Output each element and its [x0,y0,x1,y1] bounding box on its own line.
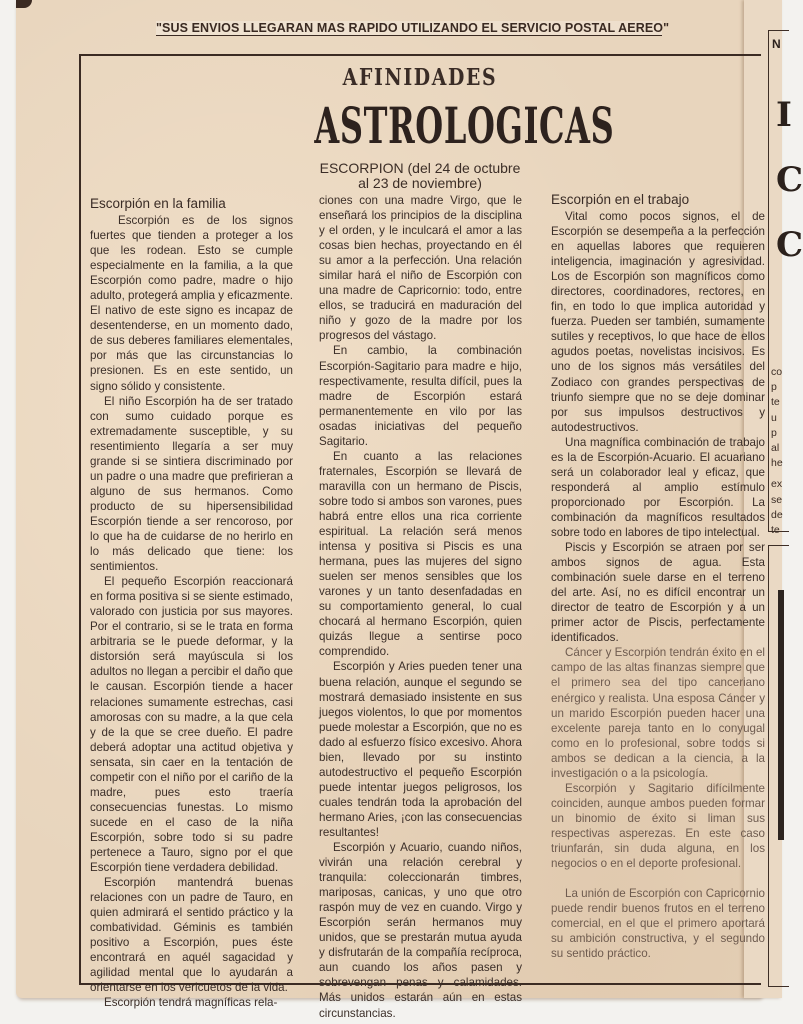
paragraph: En cambio, la combinación Escorpión-Sagitario para madre e hijo, respectivamente, resulta difícil, pues la madre de Escorpión estará permanentemente en vilo por las osadas iniciativas del pequeño Sagitario. [319,344,522,448]
next-page-title-glyph: I [776,95,792,135]
postal-banner: "SUS ENVIOS LLEGARAN MAS RAPIDO UTILIZANDO EL SERVICIO POSTAL AEREO" [156,21,670,35]
paragraph: Vital como pocos signos, el de Escorpión se desempeña a la perfección en aquellas labores que requieren inteligencia, imaginación y agresividad. Los de Escorpión son magníficos como directores, coordinadores, rectores, en fin, en todo lo que implica autoridad y fuerza. Pueden ser también, sumamente sutiles y receptivos, lo que hace de ellos agudos poetas, novelistas incisivos. Es uno de los signos más versátiles del Zodiaco con grandes perspectivas de triunfo siempre que no se deje dominar por sus impulsos destructivos y autodestructivos. [551,210,765,434]
next-page-header-letter: N [772,37,781,51]
paragraph: Escorpión y Aries pueden tener una buena relación, aunque el segundo se mostrará demasiado insistente en sus juegos violentos, lo que por momentos puede molestar a Escorpión, que no es dado al esfuerzo físico excesivo. Ahora bien, llevado por su instinto autodestructivo el pequeño Escorpión puede intentar juegos peligrosos, los cuales tendrán toda la aprobación del hermano Aries, ¡con las consecuencias resultantes! [319,660,522,839]
subtitle-line: ESCORPION (del 24 de octubre [319,160,521,176]
paragraph: El pequeño Escorpión reaccionará en forma positiva si se siente estimado, valorado con justicia por sus mayores. Por el contrario, si se le trata en forma arbitraria se le puede deformar, y la distorsión será mayúscula si los adultos no llegan a percibir el daño que le causan. Escorpión tiende a hacer relaciones sumamente estrechas, casi amorosas con su madre, a la que cela y de la que se cree dueño. El padre deberá adoptar una actitud objetiva y sensata, sin caer en la tentación de competir con el niño por el cariño de la madre, pues esto traería consecuencias funestas. Lo mismo sucede en el caso de la niña Escorpión, sobre todo si su padre pertenece a Tauro, signo por el que Escorpión tiene verdadera debilidad. [90,575,293,875]
paragraph: Cáncer y Escorpión tendrán éxito en el campo de las altas finanzas siempre que el primero sea del tipo canceriano enérgico y realista. Una esposa Cáncer y un marido Escorpión pueden hacer una excelente pareja tanto en lo conyugal como en lo profesional, sobre todos si ambos se dedican a la ciencia, a la investigación o a la psicología. [551,646,765,780]
paragraph: Una magnífica combinación de trabajo es la de Escorpión-Acuario. El acuariano será un colaborador leal y eficaz, que responderá al amplio estímulo proporcionado por Escorpión. La combinación da magníficos resultados sobre todo en labores de tipo intelectual. [551,435,765,539]
paragraph: ciones con una madre Virgo, que le enseñará los principios de la disciplina y el orden, y le inculcará el amor a las cosas bien hechas, proyectando en él su amor a la perfección. Una relación similar hará el niño de Escorpión con una madre de Capricornio: todo, entre ellos, se traducirá en maduración del niño y gozo de la madre por los progresos del vástago. [319,194,522,343]
section-heading-trabajo: Escorpión en el trabajo [551,192,690,207]
paragraph: Escorpión tendrá magníficas rela- [104,996,278,1010]
next-page-photo [778,590,784,840]
next-page-text-fragments: co p te u p al he ex se de te [771,366,783,537]
paragraph: La unión de Escorpión con Capricornio puede rendir buenos frutos en el terreno comercial, en el que el primero aportará su ambición constructiva, y el segundo su sentido práctico. [551,887,765,961]
article-kicker: AFINIDADES [342,64,498,91]
paragraph: Escorpión mantendrá buenas relaciones con un padre de Tauro, en quien admirará el sentido práctico y la combatividad. Géminis es también positivo a Escorpión, pues éste encontrará en aquél sagacidad y agilidad mental que lo ayudarán a orientarse en los vericuetos de la vida. [90,876,293,995]
article-subtitle [305,161,535,191]
next-page-title-glyph: C [776,225,803,265]
paragraph: Escorpión y Sagitario difícilmente coinciden, aunque ambos pueden formar un binomio de éxito si liman sus respectivas asperezas. En este caso triunfarán, sin duda alguna, en los negocios o en el deporte profesional. [551,781,765,871]
paragraph: Piscis y Escorpión se atraen por ser ambos signos de agua. Esta combinación suele darse en el terreno del arte. Así, no es difícil encontrar un director de teatro de Escorpión y a un primer actor de Piscis, perfectamente identificados. [551,541,765,645]
next-page-title-glyph: C [776,160,803,200]
column-1 [90,196,293,1010]
paragraph: En cuanto a las relaciones fraternales, Escorpión se llevará de maravilla con un hermano de Piscis, sobre todo si ambos son varones, pues habrá entre ellos una rica corriente espiritual. La relación será menos intensa y positiva si Piscis es una hermana, pues las mujeres del signo suelen ser menos sensibles que los varones y un tanto desenfadadas en su comportamiento general, lo cual chocará al hermano Escorpión, quien quizás llegue a sentirse poco comprendido. [319,449,522,659]
section-heading-familia: Escorpión en la familia [90,196,226,211]
column-2 [319,193,522,1021]
paragraph: Escorpión y Acuario, cuando niños, vivirán una relación cerebral y tranquila: coleccionarán timbres, mariposas, canicas, y uno que otro raspón muy de vez en cuando. Virgo y Escorpión serán hermanos muy unidos, que se prestarán mutua ayuda y disfrutarán de la compañía recíproca, aun cuando los años pasen y sobrevengan penas y calamidades. Más unidos estarán aún en estas circunstancias. [319,841,522,1020]
article-title: ASTROLOGICAS [314,96,615,155]
subtitle-line: al 23 de noviembre) [358,175,482,191]
paragraph: El niño Escorpión ha de ser tratado con sumo cuidado porque es extremadamente susceptible, y su resentimiento llegaría a ser muy grande si se sintiera discriminado por un padre o una madre que prefirieran a alguno de sus hermanos. Como producto de su hipersensibilidad Escorpión tiende a ser rencoroso, por lo que ha de cuidarse de no herirlo en lo más delicado que tiene: los sentimientos. [90,394,293,574]
paragraph-gap [551,871,765,886]
paragraph: Escorpión es de los signos fuertes que tienden a proteger a los que les rodean. Esto se cumple especialmente en la familia, a la que Escorpión como padre, madre o hijo adulto, protegerá amplia y eficazmente. El nativo de este signo es incapaz de desentenderse, en un momento dado, de sus deberes familiares elementales, por más que las circunstancias lo presionen. Es en este sentido, un signo sólido y consistente. [90,214,294,393]
column-3 [551,192,765,977]
